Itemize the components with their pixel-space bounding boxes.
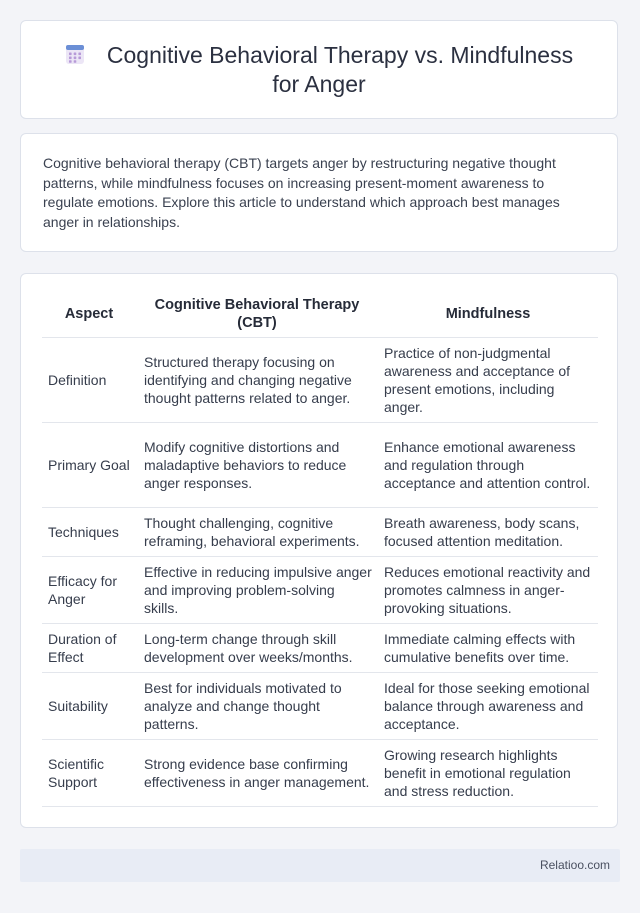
row-cbt: Long-term change through skill development over weeks/months.	[136, 624, 378, 673]
comparison-table	[42, 291, 598, 807]
table-row	[42, 423, 598, 508]
row-mindfulness: Immediate calming effects with cumulative benefits over time.	[378, 624, 598, 673]
table-row	[42, 508, 598, 557]
intro-card	[20, 133, 618, 252]
comparison-table-card	[20, 273, 618, 828]
row-cbt: Effective in reducing impulsive anger and improving problem-solving skills.	[136, 557, 378, 624]
footer-brand: Relatioo.com	[539, 858, 610, 872]
row-mindfulness: Growing research highlights benefit in emotional regulation and stress reduction.	[378, 740, 598, 807]
row-cbt: Structured therapy focusing on identifying and changing negative thought patterns related to anger.	[136, 338, 378, 423]
row-aspect: Duration of Effect	[42, 624, 136, 673]
header-mindfulness: Mindfulness	[378, 291, 598, 338]
intro-text: Cognitive behavioral therapy (CBT) targets anger by restructuring negative thought patterns, while mindfulness focuses on increasing present-moment awareness to regulate emotions. Explore this article to understand which approach best manages anger in relationships.	[43, 155, 560, 230]
row-aspect: Efficacy for Anger	[42, 557, 136, 624]
table-row	[42, 338, 598, 423]
header-cbt: Cognitive Behavioral Therapy (CBT)	[136, 291, 378, 338]
table-row	[42, 673, 598, 740]
footer-bar	[20, 849, 620, 882]
page-title: Cognitive Behavioral Therapy vs. Mindfulness for Anger	[106, 41, 574, 97]
row-aspect: Techniques	[42, 508, 136, 557]
row-aspect: Definition	[42, 338, 136, 423]
calendar-grid-icon	[65, 43, 85, 65]
row-cbt: Strong evidence base confirming effectiveness in anger management.	[136, 740, 378, 807]
header-aspect: Aspect	[42, 291, 136, 338]
title-card	[20, 20, 618, 119]
row-aspect: Primary Goal	[42, 423, 136, 508]
row-cbt: Thought challenging, cognitive reframing, behavioral experiments.	[136, 508, 378, 557]
page-title-wrap	[59, 41, 579, 99]
row-mindfulness: Enhance emotional awareness and regulation through acceptance and attention control.	[378, 423, 598, 508]
row-mindfulness: Reduces emotional reactivity and promotes calmness in anger-provoking situations.	[378, 557, 598, 624]
row-cbt: Best for individuals motivated to analyze and change thought patterns.	[136, 673, 378, 740]
row-aspect: Scientific Support	[42, 740, 136, 807]
row-cbt: Modify cognitive distortions and maladaptive behaviors to reduce anger responses.	[136, 423, 378, 508]
row-mindfulness: Ideal for those seeking emotional balance through awareness and acceptance.	[378, 673, 598, 740]
table-header-row	[42, 291, 598, 338]
table-row	[42, 557, 598, 624]
row-mindfulness: Breath awareness, body scans, focused attention meditation.	[378, 508, 598, 557]
row-aspect: Suitability	[42, 673, 136, 740]
table-row	[42, 740, 598, 807]
row-mindfulness: Practice of non-judgmental awareness and acceptance of present emotions, including anger.	[378, 338, 598, 423]
table-row	[42, 624, 598, 673]
